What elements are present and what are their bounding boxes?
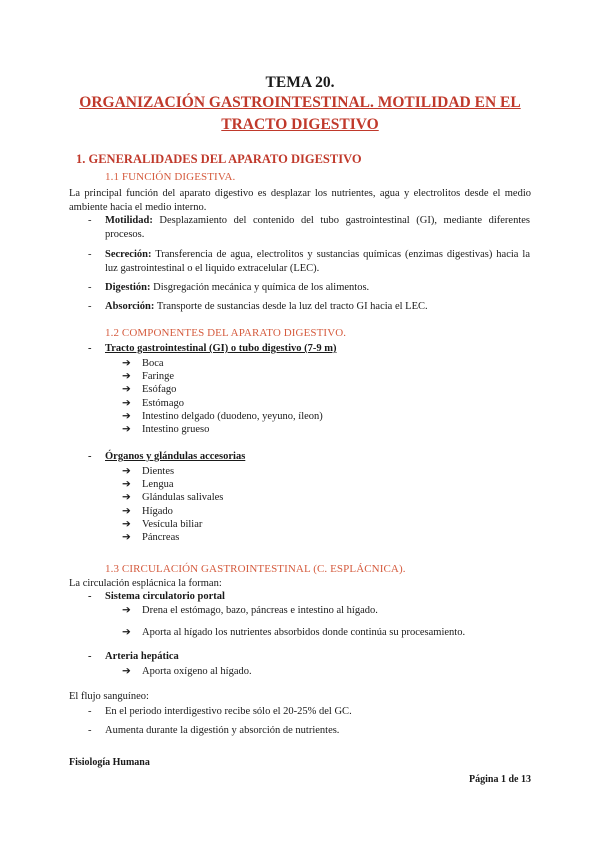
group-label: Arteria hepática <box>105 651 179 662</box>
definition: Disgregación mecánica y química de los alimentos. <box>150 282 370 293</box>
dash-bullet: - <box>88 343 92 354</box>
subsection-heading-1-3: 1.3 CIRCULACIÓN GASTROINTESTINAL (C. ESPLÁCNICA). <box>105 563 406 575</box>
document-title-line-1: ORGANIZACIÓN GASTROINTESTINAL. MOTILIDAD EN EL <box>79 94 521 111</box>
definition: Desplazamiento del contenido del tubo gastrointestinal (GI), mediante diferentes procesos. <box>105 215 530 240</box>
hepatic-artery <box>88 650 530 664</box>
footer-course-name: Fisiología Humana <box>69 757 150 768</box>
section-heading: 1. GENERALIDADES DEL APARATO DIGESTIVO <box>76 152 362 166</box>
list-item: ➔ Estómago <box>122 397 184 409</box>
arrow-icon: ➔ <box>122 397 131 409</box>
dash-bullet: - <box>88 706 92 717</box>
dash-bullet: - <box>88 301 92 312</box>
group-label: Tracto gastrointestinal (GI) o tubo digestivo (7-9 m) <box>105 343 337 354</box>
function-item-secrecion <box>88 248 530 276</box>
topic-number: TEMA 20. <box>265 74 335 91</box>
circulation-intro: La circulación esplácnica la forman: <box>69 578 222 589</box>
arrow-icon: ➔ <box>122 410 131 422</box>
list-item: ➔ Hígado <box>122 505 173 517</box>
intro-paragraph: La principal función del aparato digestivo es desplazar los nutrientes, agua y electrolitos desde el medio ambiente hacia el medio interno. <box>69 188 531 213</box>
subsection-heading-1-1: 1.1 FUNCIÓN DIGESTIVA. <box>105 171 236 183</box>
list-item: ➔ Faringe <box>122 371 175 383</box>
list-item: ➔ Esófago <box>122 384 177 396</box>
term: Motilidad: <box>105 215 153 226</box>
dash-bullet: - <box>88 651 92 662</box>
list-item: ➔ Vesícula biliar <box>122 518 203 530</box>
artery-list <box>122 665 252 678</box>
list-item: ➔ Intestino delgado (duodeno, yeyuno, íleon) <box>122 410 323 422</box>
list-item: ➔ Intestino grueso <box>122 424 210 436</box>
list-item: ➔ Páncreas <box>122 532 180 544</box>
arrow-icon: ➔ <box>122 505 131 517</box>
dash-bullet: - <box>88 451 92 462</box>
arrow-icon: ➔ <box>122 479 131 491</box>
blood-flow-item: - En el periodo interdigestivo recibe sólo el 20-25% del GC. <box>88 706 352 717</box>
list-item: ➔ Aporta al hígado los nutrientes absorbidos donde continúa su procesamiento. <box>122 627 466 639</box>
term: Secreción: <box>105 249 152 260</box>
dash-bullet: - <box>88 725 92 736</box>
list-item: ➔ Glándulas salivales <box>122 492 224 504</box>
list-item: ➔ Dientes <box>122 466 175 477</box>
subsection-heading-1-2: 1.2 COMPONENTES DEL APARATO DIGESTIVO. <box>105 327 347 339</box>
arrow-icon: ➔ <box>122 605 131 616</box>
list-item: ➔ Aporta oxígeno al hígado. <box>122 666 252 677</box>
term: Digestión: <box>105 282 151 293</box>
list-item: ➔ Drena el estómago, bazo, páncreas e intestino al hígado. <box>122 605 378 616</box>
arrow-icon: ➔ <box>122 627 131 639</box>
dash-bullet: - <box>88 591 92 602</box>
arrow-icon: ➔ <box>122 466 131 477</box>
arrow-icon: ➔ <box>122 666 131 677</box>
blood-flow-item: - Aumenta durante la digestión y absorción de nutrientes. <box>88 725 340 736</box>
function-item-digestion <box>88 281 530 295</box>
definition: Transferencia de agua, electrolitos y sustancias químicas (enzimas digestivas) hacia la luz gastrointestinal o el liquido extracelular (LEC). <box>105 249 530 274</box>
list-item: ➔ Boca <box>122 358 164 369</box>
footer-page-number: Página 1 de 13 <box>469 774 531 785</box>
function-item-motilidad <box>88 214 530 242</box>
portal-list <box>122 604 465 639</box>
definition: Transporte de sustancias desde la luz del tracto GI hacia el LEC. <box>154 301 428 312</box>
document-title-line-2: TRACTO DIGESTIVO <box>221 116 379 133</box>
term: Absorción: <box>105 301 155 312</box>
arrow-icon: ➔ <box>122 371 131 383</box>
arrow-icon: ➔ <box>122 384 131 396</box>
arrow-icon: ➔ <box>122 358 131 369</box>
function-item-absorcion <box>88 300 530 314</box>
arrow-icon: ➔ <box>122 532 131 544</box>
component-group-accessory <box>88 450 530 464</box>
component-group-gi-tract <box>88 342 530 356</box>
arrow-icon: ➔ <box>122 518 131 530</box>
arrow-icon: ➔ <box>122 492 131 504</box>
dash-bullet: - <box>88 215 92 226</box>
group-label: Órganos y glándulas accesorias <box>105 451 246 462</box>
arrow-icon: ➔ <box>122 424 131 436</box>
portal-system <box>88 590 530 604</box>
list-item: ➔ Lengua <box>122 479 174 491</box>
dash-bullet: - <box>88 249 92 260</box>
accessory-list <box>122 465 223 544</box>
group-label: Sistema circulatorio portal <box>105 591 225 602</box>
gi-tract-list <box>122 357 323 436</box>
dash-bullet: - <box>88 282 92 293</box>
blood-flow-intro: El flujo sanguíneo: <box>69 691 149 702</box>
